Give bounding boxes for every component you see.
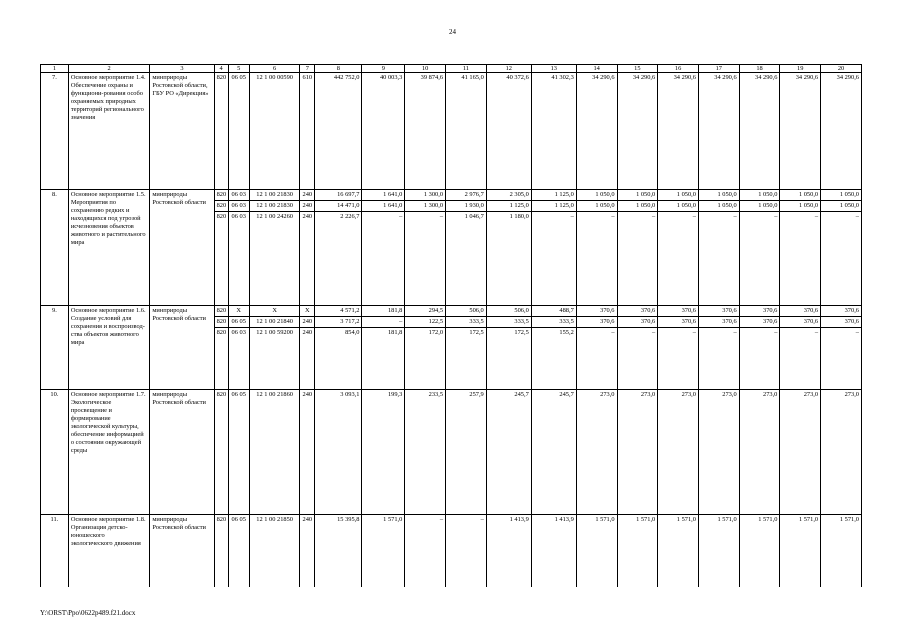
- amount-cell: 370,6: [698, 306, 739, 317]
- amount-cell: 1 930,0: [446, 201, 487, 212]
- amount-cell: 15 395,8: [315, 515, 362, 587]
- amount-cell: 34 290,6: [658, 73, 699, 190]
- section-code: 06 03: [228, 201, 249, 212]
- amount-cell: 333,5: [446, 317, 487, 328]
- amount-cell: 370,6: [576, 317, 617, 328]
- amount-cell: 1 300,0: [405, 190, 446, 201]
- amount-cell: 1 641,0: [362, 190, 405, 201]
- amount-cell: 155,2: [531, 328, 576, 390]
- row-number: 7.: [41, 73, 69, 190]
- column-number: 8: [315, 65, 362, 73]
- amount-cell: 1 050,0: [698, 201, 739, 212]
- amount-cell: 273,0: [658, 390, 699, 515]
- amount-cell: 1 571,0: [576, 515, 617, 587]
- amount-cell: 1 050,0: [821, 190, 862, 201]
- amount-cell: 199,3: [362, 390, 405, 515]
- target-article-code: 12 1 00 24260: [249, 212, 299, 306]
- amount-cell: 1 571,0: [617, 515, 658, 587]
- amount-cell: 370,6: [780, 317, 821, 328]
- row-number: 10.: [41, 390, 69, 515]
- amount-cell: 2 305,0: [486, 190, 531, 201]
- measure-name: Основное мероприятие 1.7. Экологическое просвещение и формирование экологической культуры, обеспечение информацией о состоянии окружающей среды: [68, 390, 149, 515]
- grbs-code: 820: [214, 73, 228, 190]
- amount-cell: 1 050,0: [739, 190, 780, 201]
- amount-cell: 1 125,0: [486, 201, 531, 212]
- amount-cell: 370,6: [821, 306, 862, 317]
- amount-cell: 1 571,0: [821, 515, 862, 587]
- amount-cell: 172,5: [446, 328, 487, 390]
- grbs-code: 820: [214, 212, 228, 306]
- executor: минприроды Ростовской области: [150, 515, 214, 587]
- amount-cell: 370,6: [658, 306, 699, 317]
- amount-cell: 294,5: [405, 306, 446, 317]
- grbs-code: 820: [214, 515, 228, 587]
- document-path: Y:\ORST\Ppo\0622p489.f21.docx: [40, 609, 136, 617]
- column-number: 18: [739, 65, 780, 73]
- amount-cell: 1 050,0: [658, 201, 699, 212]
- amount-cell: 233,5: [405, 390, 446, 515]
- amount-cell: 245,7: [486, 390, 531, 515]
- grbs-code: 820: [214, 328, 228, 390]
- measure-name: Основное мероприятие 1.6. Создание условий для сохранения и воспроизвод-ства объектов животного мира: [68, 306, 149, 390]
- amount-cell: 1 125,0: [531, 201, 576, 212]
- amount-cell: –: [739, 212, 780, 306]
- amount-cell: 122,5: [405, 317, 446, 328]
- amount-cell: 854,0: [315, 328, 362, 390]
- amount-cell: –: [405, 515, 446, 587]
- table-row: [41, 190, 862, 201]
- amount-cell: 1 050,0: [576, 190, 617, 201]
- section-code: Х: [228, 306, 249, 317]
- amount-cell: 1 125,0: [531, 190, 576, 201]
- amount-cell: –: [780, 328, 821, 390]
- amount-cell: 370,6: [698, 317, 739, 328]
- amount-cell: –: [821, 328, 862, 390]
- page-number: 24: [449, 28, 456, 36]
- amount-cell: 370,6: [617, 306, 658, 317]
- amount-cell: 370,6: [739, 317, 780, 328]
- amount-cell: 370,6: [658, 317, 699, 328]
- column-number-row: [41, 65, 862, 73]
- amount-cell: 2 226,7: [315, 212, 362, 306]
- column-number: 5: [228, 65, 249, 73]
- amount-cell: 1 641,0: [362, 201, 405, 212]
- row-number: 9.: [41, 306, 69, 390]
- row-number: 8.: [41, 190, 69, 306]
- column-number: 2: [68, 65, 149, 73]
- amount-cell: 1 050,0: [780, 201, 821, 212]
- amount-cell: 1 180,0: [486, 212, 531, 306]
- executor: минприроды Ростовской области, ГБУ РО «Дирекция»: [150, 73, 214, 190]
- amount-cell: 506,0: [446, 306, 487, 317]
- amount-cell: 333,5: [486, 317, 531, 328]
- target-article-code: 12 1 00 21830: [249, 201, 299, 212]
- column-number: 11: [446, 65, 487, 73]
- column-number: 6: [249, 65, 299, 73]
- amount-cell: 442 752,0: [315, 73, 362, 190]
- amount-cell: 1 050,0: [576, 201, 617, 212]
- amount-cell: 1 050,0: [658, 190, 699, 201]
- column-number: 10: [405, 65, 446, 73]
- amount-cell: 1 571,0: [780, 515, 821, 587]
- amount-cell: 273,0: [576, 390, 617, 515]
- amount-cell: 370,6: [821, 317, 862, 328]
- amount-cell: 14 471,0: [315, 201, 362, 212]
- amount-cell: 16 697,7: [315, 190, 362, 201]
- amount-cell: 40 003,3: [362, 73, 405, 190]
- amount-cell: –: [362, 212, 405, 306]
- grbs-code: 820: [214, 390, 228, 515]
- amount-cell: 1 050,0: [698, 190, 739, 201]
- amount-cell: 1 050,0: [617, 201, 658, 212]
- table-row: [41, 515, 862, 587]
- section-code: 06 05: [228, 73, 249, 190]
- column-number: 16: [658, 65, 699, 73]
- executor: минприроды Ростовской области: [150, 390, 214, 515]
- grbs-code: 820: [214, 201, 228, 212]
- amount-cell: –: [698, 212, 739, 306]
- amount-cell: 1 571,0: [739, 515, 780, 587]
- amount-cell: 3 093,1: [315, 390, 362, 515]
- target-article-code: 12 1 00 21840: [249, 317, 299, 328]
- expense-type-code: 240: [300, 317, 315, 328]
- amount-cell: –: [576, 328, 617, 390]
- amount-cell: 273,0: [698, 390, 739, 515]
- amount-cell: 488,7: [531, 306, 576, 317]
- amount-cell: 1 050,0: [821, 201, 862, 212]
- column-number: 3: [150, 65, 214, 73]
- amount-cell: 370,6: [739, 306, 780, 317]
- target-article-code: 12 1 00 21850: [249, 515, 299, 587]
- grbs-code: 820: [214, 190, 228, 201]
- column-number: 4: [214, 65, 228, 73]
- executor: минприроды Ростовской области: [150, 190, 214, 306]
- amount-cell: –: [739, 328, 780, 390]
- amount-cell: 1 300,0: [405, 201, 446, 212]
- measure-name: Основное мероприятие 1.8. Организация детско-юношеского экологического движения: [68, 515, 149, 587]
- column-number: 19: [780, 65, 821, 73]
- expense-type-code: 240: [300, 328, 315, 390]
- column-number: 9: [362, 65, 405, 73]
- expense-type-code: 240: [300, 212, 315, 306]
- amount-cell: 273,0: [780, 390, 821, 515]
- amount-cell: –: [617, 212, 658, 306]
- grbs-code: 820: [214, 306, 228, 317]
- section-code: 06 05: [228, 317, 249, 328]
- column-number: 14: [576, 65, 617, 73]
- amount-cell: 172,5: [486, 328, 531, 390]
- measure-name: Основное мероприятие 1.4. Обеспечение охраны и функциони-рования особо охраняемых природных территорий регионального значения: [68, 73, 149, 190]
- grbs-code: 820: [214, 317, 228, 328]
- column-number: 17: [698, 65, 739, 73]
- expense-type-code: 240: [300, 190, 315, 201]
- amount-cell: –: [617, 328, 658, 390]
- measure-name: Основное мероприятие 1.5. Мероприятия по сохранению редких и находящихся под угрозой исчезновения объектов животного и растительного мира: [68, 190, 149, 306]
- section-code: 06 03: [228, 212, 249, 306]
- section-code: 06 03: [228, 328, 249, 390]
- column-number: 20: [821, 65, 862, 73]
- column-number: 12: [486, 65, 531, 73]
- amount-cell: 273,0: [617, 390, 658, 515]
- amount-cell: –: [658, 212, 699, 306]
- amount-cell: –: [531, 212, 576, 306]
- amount-cell: 245,7: [531, 390, 576, 515]
- amount-cell: 1 413,9: [486, 515, 531, 587]
- amount-cell: –: [658, 328, 699, 390]
- amount-cell: 3 717,2: [315, 317, 362, 328]
- amount-cell: –: [405, 212, 446, 306]
- target-article-code: 12 1 00 59200: [249, 328, 299, 390]
- table-row: [41, 390, 862, 515]
- amount-cell: 34 290,6: [780, 73, 821, 190]
- amount-cell: –: [780, 212, 821, 306]
- column-number: 1: [41, 65, 69, 73]
- amount-cell: 257,9: [446, 390, 487, 515]
- amount-cell: 172,0: [405, 328, 446, 390]
- amount-cell: 273,0: [821, 390, 862, 515]
- section-code: 06 03: [228, 190, 249, 201]
- amount-cell: 1 046,7: [446, 212, 487, 306]
- amount-cell: 370,6: [780, 306, 821, 317]
- amount-cell: 4 571,2: [315, 306, 362, 317]
- amount-cell: 370,6: [617, 317, 658, 328]
- column-number: 15: [617, 65, 658, 73]
- expense-type-code: 240: [300, 201, 315, 212]
- expense-type-code: 610: [300, 73, 315, 190]
- column-number: 7: [300, 65, 315, 73]
- amount-cell: 506,0: [486, 306, 531, 317]
- amount-cell: 1 571,0: [362, 515, 405, 587]
- target-article-code: 12 1 00 00590: [249, 73, 299, 190]
- amount-cell: 181,8: [362, 306, 405, 317]
- amount-cell: 41 165,0: [446, 73, 487, 190]
- amount-cell: –: [698, 328, 739, 390]
- amount-cell: 1 571,0: [698, 515, 739, 587]
- amount-cell: 181,8: [362, 328, 405, 390]
- section-code: 06 05: [228, 515, 249, 587]
- amount-cell: –: [821, 212, 862, 306]
- amount-cell: 34 290,6: [739, 73, 780, 190]
- amount-cell: 34 290,6: [617, 73, 658, 190]
- expense-type-code: 240: [300, 390, 315, 515]
- column-number: 13: [531, 65, 576, 73]
- expense-type-code: 240: [300, 515, 315, 587]
- amount-cell: 273,0: [739, 390, 780, 515]
- amount-cell: 34 290,6: [698, 73, 739, 190]
- executor: минприроды Ростовской области: [150, 306, 214, 390]
- amount-cell: –: [362, 317, 405, 328]
- amount-cell: 370,6: [576, 306, 617, 317]
- expense-type-code: Х: [300, 306, 315, 317]
- target-article-code: 12 1 00 21860: [249, 390, 299, 515]
- amount-cell: 40 372,6: [486, 73, 531, 190]
- budget-table: [40, 64, 862, 587]
- amount-cell: 1 050,0: [617, 190, 658, 201]
- section-code: 06 05: [228, 390, 249, 515]
- amount-cell: 34 290,6: [576, 73, 617, 190]
- target-article-code: Х: [249, 306, 299, 317]
- table-row: [41, 306, 862, 317]
- amount-cell: 1 413,9: [531, 515, 576, 587]
- amount-cell: –: [446, 515, 487, 587]
- amount-cell: 333,5: [531, 317, 576, 328]
- amount-cell: 34 290,6: [821, 73, 862, 190]
- amount-cell: –: [576, 212, 617, 306]
- row-number: 11.: [41, 515, 69, 587]
- amount-cell: 1 571,0: [658, 515, 699, 587]
- amount-cell: 1 050,0: [739, 201, 780, 212]
- amount-cell: 1 050,0: [780, 190, 821, 201]
- amount-cell: 41 302,3: [531, 73, 576, 190]
- target-article-code: 12 1 00 21830: [249, 190, 299, 201]
- table-row: [41, 73, 862, 190]
- amount-cell: 2 976,7: [446, 190, 487, 201]
- amount-cell: 39 874,6: [405, 73, 446, 190]
